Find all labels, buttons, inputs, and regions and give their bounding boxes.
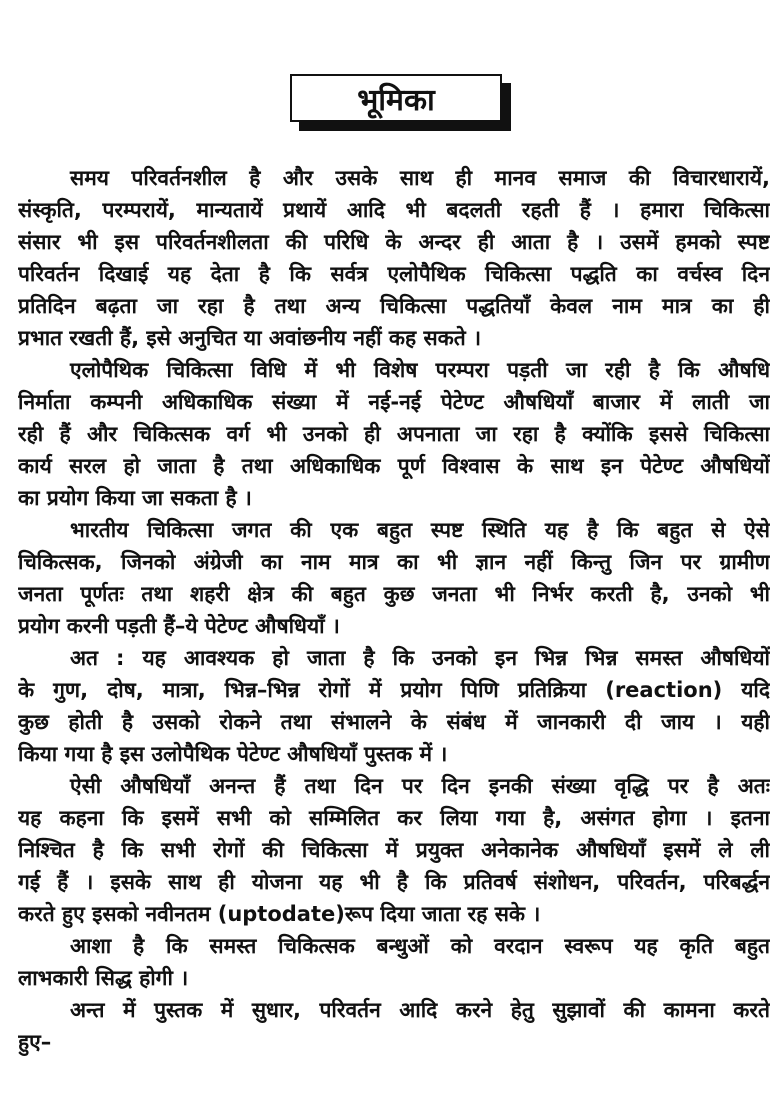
- text-line: यह कहना कि इसमें सभी को सम्मिलित कर लिया गया है, असंगत होगा । इतना: [18, 806, 770, 830]
- paragraph: [18, 930, 770, 994]
- text-line: का प्रयोग किया जा सकता है ।: [18, 486, 252, 510]
- text-line: हुए–: [18, 1030, 52, 1054]
- page-title: भूमिका: [290, 74, 502, 122]
- text-line: भारतीय चिकित्सा जगत की एक बहुत स्पष्ट स्थिति यह है कि बहुत से ऐसे: [70, 518, 770, 542]
- text-line: कार्य सरल हो जाता है तथा अधिकाधिक पूर्ण विश्वास के साथ इन पेटेण्ट औषधियों: [18, 454, 770, 478]
- text-line: लाभकारी सिद्ध होगी ।: [18, 966, 189, 990]
- text-line: अन्त में पुस्तक में सुधार, परिवर्तन आदि करने हेतु सुझावों की कामना करते: [70, 998, 770, 1022]
- text-line: करते हुए इसको नवीनतम (uptodate)रूप दिया जाता रह सके ।: [18, 902, 541, 926]
- text-line: किया गया है इस उलोपैथिक पेटेण्ट औषधियाँ पुस्तक में ।: [18, 742, 448, 766]
- text-line: के गुण, दोष, मात्रा, भिन्न–भिन्न रोगों में प्रयोग पिणि प्रतिक्रिया (reaction) यदि: [18, 678, 770, 702]
- text-line: प्रतिदिन बढ़ता जा रहा है तथा अन्य चिकित्सा पद्धतियाँ केवल नाम मात्र का ही: [18, 294, 770, 318]
- text-line: प्रभात रखती हैं, इसे अनुचित या अवांछनीय नहीं कह सकते ।: [18, 326, 482, 350]
- text-line: परिवर्तन दिखाई यह देता है कि सर्वत्र एलोपैथिक चिकित्सा पद्धति का वर्चस्व दिन: [18, 262, 770, 286]
- paragraph: [18, 162, 770, 354]
- text-line: निर्माता कम्पनी अधिकाधिक संख्या में नई-नई पेटेण्ट औषधियाँ बाजार में लाती जा: [18, 390, 770, 414]
- text-line: गई हैं । इसके साथ ही योजना यह भी है कि प्रतिवर्ष संशोधन, परिवर्तन, परिबर्द्धन: [18, 870, 770, 894]
- document-body: [18, 162, 770, 1058]
- text-line: संसार भी इस परिवर्तनशीलता की परिधि के अन्दर ही आता है । उसमें हमको स्पष्ट: [18, 230, 770, 254]
- paragraph: [18, 994, 770, 1058]
- text-line: कुछ होती है उसको रोकने तथा संभालने के संबंध में जानकारी दी जाय । यही: [18, 710, 770, 734]
- text-line: अत : यह आवश्यक हो जाता है कि उनको इन भिन्न भिन्न समस्त औषधियों: [70, 646, 770, 670]
- paragraph: [18, 642, 770, 770]
- text-line: रही हैं और चिकित्सक वर्ग भी उनको ही अपनाता जा रहा है क्योंकि इससे चिकित्सा: [18, 422, 770, 446]
- text-line: चिकित्सक, जिनको अंग्रेजी का नाम मात्र का भी ज्ञान नहीं किन्तु जिन पर ग्रामीण: [18, 550, 770, 574]
- text-line: संस्कृति, परम्परायें, मान्यतायें प्रथायें आदि भी बदलती रहती हैं । हमारा चिकित्सा: [18, 198, 770, 222]
- text-line: प्रयोग करनी पड़ती हैं–ये पेटेण्ट औषधियाँ ।: [18, 614, 340, 638]
- text-line: जनता पूर्णतः तथा शहरी क्षेत्र की बहुत कुछ जनता भी निर्भर करती है, उनको भी: [18, 582, 770, 606]
- paragraph: [18, 514, 770, 642]
- paragraph: [18, 354, 770, 514]
- text-line: ऐसी औषधियाँ अनन्त हैं तथा दिन पर दिन इनकी संख्या वृद्धि पर है अतः: [70, 774, 770, 798]
- paragraph: [18, 770, 770, 930]
- title-frame: [290, 74, 502, 122]
- text-line: निश्चित है कि सभी रोगों की चिकित्सा में प्रयुक्त अनेकानेक औषधियाँ इसमें ले ली: [18, 838, 770, 862]
- text-line: समय परिवर्तनशील है और उसके साथ ही मानव समाज की विचारधारायें,: [70, 166, 770, 190]
- text-line: एलोपैथिक चिकित्सा विधि में भी विशेष परम्परा पड़ती जा रही है कि औषधि: [70, 358, 770, 382]
- text-line: आशा है कि समस्त चिकित्सक बन्धुओं को वरदान स्वरूप यह कृति बहुत: [70, 934, 770, 958]
